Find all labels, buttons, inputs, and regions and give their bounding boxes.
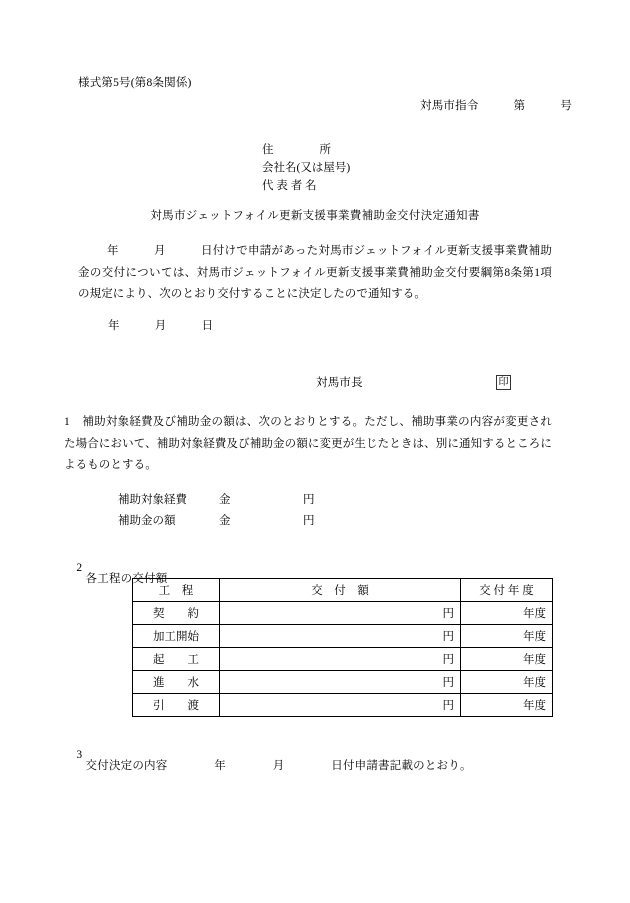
table-header-year: 交 付 年 度	[461, 579, 553, 602]
amount-row-eligible-expense	[118, 490, 315, 511]
amount-unit: 円	[303, 515, 315, 527]
item-2-number: 2	[76, 561, 83, 574]
item-2-label: 各工程の交付額	[85, 573, 168, 585]
cell-year-unit[interactable]: 年度	[461, 694, 553, 717]
table-row	[133, 671, 553, 694]
cell-amount-unit[interactable]: 円	[220, 694, 461, 717]
item-1-number: 1	[64, 416, 70, 428]
form-number: 様式第5号(第8条関係)	[78, 77, 192, 89]
cell-year-unit[interactable]: 年度	[461, 671, 553, 694]
amount-row-subsidy	[118, 511, 315, 532]
amount-label: 補助対象経費	[118, 494, 187, 506]
cell-amount-unit[interactable]: 円	[220, 648, 461, 671]
cell-year-unit[interactable]: 年度	[461, 648, 553, 671]
issue-date-line: 年 月 日	[108, 320, 214, 332]
cell-process: 加工開始	[133, 625, 220, 648]
addressee-address: 住 所	[262, 144, 331, 156]
table-header-amount: 交 付 額	[220, 579, 461, 602]
addressee-representative: 代 表 者 名	[262, 180, 317, 192]
cell-amount-unit[interactable]: 円	[220, 602, 461, 625]
cell-year-unit[interactable]: 年度	[461, 602, 553, 625]
addressee-company: 会社名(又は屋号)	[262, 162, 351, 174]
cell-year-unit[interactable]: 年度	[461, 625, 553, 648]
process-payment-table	[132, 578, 553, 717]
table-row	[133, 625, 553, 648]
order-number-line: 対馬市指令 第 号	[420, 100, 573, 112]
seal-stamp-icon: 印	[496, 375, 511, 390]
body-paragraph: 年 月 日付けで申請があった対馬市ジェットフォイル更新支援事業費補助金の交付については、対馬市ジェットフォイル更新支援事業費補助金交付要綱第8条第1項の規定により、次のとおり交付することに決定したので通知する。	[78, 245, 552, 300]
item-1-text	[64, 412, 552, 477]
issuer-name: 対馬市長	[316, 377, 363, 389]
item-3-text	[64, 738, 472, 784]
table-row	[133, 694, 553, 717]
amount-kin: 金	[219, 494, 231, 506]
table-row	[133, 648, 553, 671]
table-header-row	[133, 579, 553, 602]
cell-process: 起 工	[133, 648, 220, 671]
item-3-body: 交付決定の内容 年 月 日付申請書記載のとおり。	[85, 760, 472, 772]
amount-label: 補助金の額	[118, 515, 176, 527]
item-3-number: 3	[76, 748, 83, 761]
cell-amount-unit[interactable]: 円	[220, 671, 461, 694]
amount-unit: 円	[303, 494, 315, 506]
cell-process: 引 渡	[133, 694, 220, 717]
cell-amount-unit[interactable]: 円	[220, 625, 461, 648]
amount-kin: 金	[219, 515, 231, 527]
table-row	[133, 602, 553, 625]
item-1-body: 補助対象経費及び補助金の額は、次のとおりとする。ただし、補助事業の内容が変更された場合において、補助対象経費及び補助金の額に変更が生じたときは、別に通知するところによるものとする。	[64, 416, 552, 471]
page-title: 対馬市ジェットフォイル更新支援事業費補助金交付決定通知書	[150, 210, 480, 222]
table-header-process: 工 程	[133, 579, 220, 602]
addressee-block	[262, 141, 350, 195]
cell-process: 進 水	[133, 671, 220, 694]
amount-list	[118, 490, 315, 532]
cell-process: 契 約	[133, 602, 220, 625]
